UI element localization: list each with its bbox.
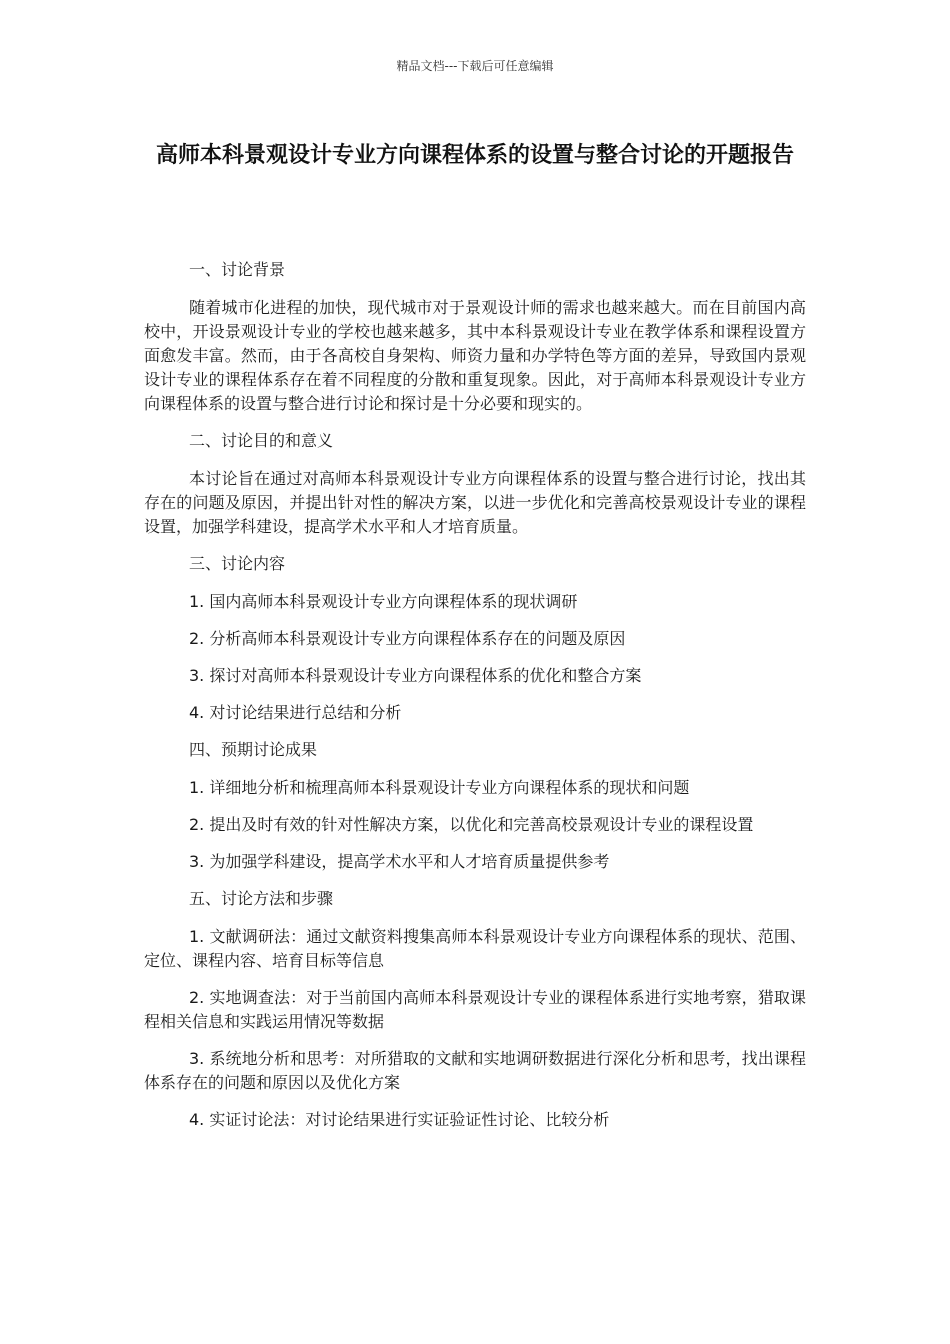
content-item: 3. 探讨对高师本科景观设计专业方向课程体系的优化和整合方案 [189,666,642,685]
document-body [144,258,806,1145]
outcome-item: 2. 提出及时有效的针对性解决方案，以优化和完善高校景观设计专业的课程设置 [189,815,754,834]
content-item: 1. 国内高师本科景观设计专业方向课程体系的现状调研 [189,592,578,611]
page-header-note: 精品文档---下载后可任意编辑 [396,59,554,73]
section-heading-outcomes: 四、预期讨论成果 [189,740,318,759]
outcome-item: 3. 为加强学科建设，提高学术水平和人才培育质量提供参考 [189,852,610,871]
background-paragraph: 随着城市化进程的加快，现代城市对于景观设计师的需求也越来越大。而在目前国内高校中，开设景观设计专业的学校也越来越多，其中本科景观设计专业在教学体系和课程设置方面愈发丰富。然而，由于各高校自身架构、师资力量和办学特色等方面的差异，导致国内景观设计专业的课程体系存在着不同程度的分散和重复现象。因此，对于高师本科景观设计专业方向课程体系的设置与整合进行讨论和探讨是十分必要和现实的。 [144,298,806,413]
method-item: 2. 实地调查法：对于当前国内高师本科景观设计专业的课程体系进行实地考察，猎取课程相关信息和实践运用情况等数据 [144,988,806,1031]
method-item: 4. 实证讨论法：对讨论结果进行实证验证性讨论、比较分析 [189,1110,610,1129]
content-item: 2. 分析高师本科景观设计专业方向课程体系存在的问题及原因 [189,629,626,648]
section-heading-content: 三、讨论内容 [189,554,286,573]
method-item: 3. 系统地分析和思考：对所猎取的文献和实地调研数据进行深化分析和思考，找出课程体系存在的问题和原因以及优化方案 [144,1049,806,1092]
section-heading-background: 一、讨论背景 [189,260,286,279]
content-item: 4. 对讨论结果进行总结和分析 [189,703,402,722]
section-heading-methods: 五、讨论方法和步骤 [189,889,334,908]
outcome-item: 1. 详细地分析和梳理高师本科景观设计专业方向课程体系的现状和问题 [189,778,690,797]
method-item: 1. 文献调研法：通过文献资料搜集高师本科景观设计专业方向课程体系的现状、范围、定位、课程内容、培育目标等信息 [144,927,806,970]
document-title: 高师本科景观设计专业方向课程体系的设置与整合讨论的开题报告 [155,143,794,168]
section-heading-purpose: 二、讨论目的和意义 [189,431,334,450]
purpose-paragraph: 本讨论旨在通过对高师本科景观设计专业方向课程体系的设置与整合进行讨论，找出其存在的问题及原因，并提出针对性的解决方案，以进一步优化和完善高校景观设计专业的课程设置，加强学科建设，提高学术水平和人才培育质量。 [144,469,806,536]
